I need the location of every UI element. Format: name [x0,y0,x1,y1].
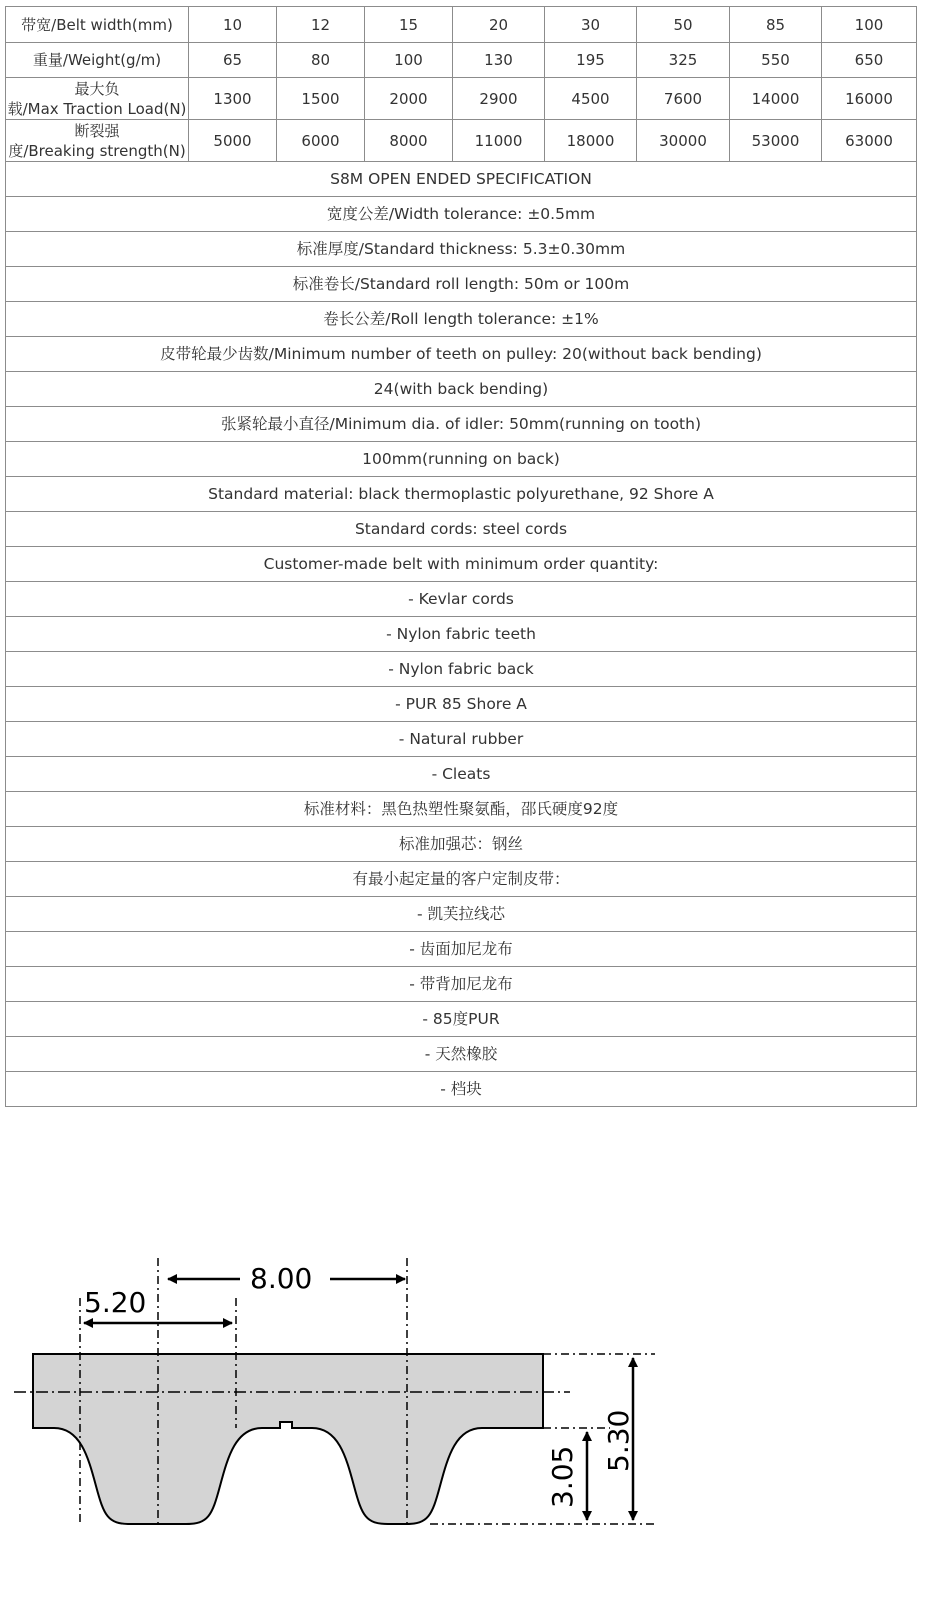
spec-line: 100mm(running on back) [6,442,917,477]
row-label-line: 载/Max Traction Load(N) [7,99,187,118]
spec-line: 宽度公差/Width tolerance: ±0.5mm [6,197,917,232]
spec-line: Standard cords: steel cords [6,512,917,547]
cell: 50 [637,7,730,43]
cell: 6000 [277,120,365,162]
cell: 15 [365,7,453,43]
cell: 20 [453,7,545,43]
cell: 10 [189,7,277,43]
cell: 14000 [730,78,822,120]
spec-line: 皮带轮最少齿数/Minimum number of teeth on pulley: 20(without back bending) [6,337,917,372]
spec-line: - Nylon fabric back [6,652,917,687]
spec-line: 张紧轮最小直径/Minimum dia. of idler: 50mm(running on tooth) [6,407,917,442]
spec-line: - Nylon fabric teeth [6,617,917,652]
cell: 16000 [822,78,917,120]
cell: 2000 [365,78,453,120]
cell: 130 [453,43,545,78]
cell: 100 [365,43,453,78]
row-label [6,120,189,162]
spec-line: 标准材料：黑色热塑性聚氨酯，邵氏硬度92度 [6,792,917,827]
cell: 7600 [637,78,730,120]
spec-line: - 带背加尼龙布 [6,967,917,1002]
row-label: 重量/Weight(g/m) [6,43,189,78]
spec-line: 标准厚度/Standard thickness: 5.3±0.30mm [6,232,917,267]
spec-line: 有最小起定量的客户定制皮带： [6,862,917,897]
cell: 1300 [189,78,277,120]
spec-table [5,6,917,1107]
cell: 2900 [453,78,545,120]
spec-line: 标准加强芯：钢丝 [6,827,917,862]
belt-outline [33,1354,543,1524]
cell: 11000 [453,120,545,162]
row-label [6,78,189,120]
cell: 80 [277,43,365,78]
cell: 18000 [545,120,637,162]
spec-line: - Kevlar cords [6,582,917,617]
tooth-height-label: 3.05 [546,1445,579,1508]
cell: 65 [189,43,277,78]
cell: 4500 [545,78,637,120]
total-height-label: 5.30 [602,1409,635,1472]
row-label-line: 最大负 [74,79,120,98]
spec-line: - 85度PUR [6,1002,917,1037]
cell: 63000 [822,120,917,162]
cell: 325 [637,43,730,78]
spec-lines [6,162,917,1107]
row-label-line: 断裂强 [74,121,120,140]
cell: 550 [730,43,822,78]
spec-line: 卷长公差/Roll length tolerance: ±1% [6,302,917,337]
spec-line: - 齿面加尼龙布 [6,932,917,967]
cell: 8000 [365,120,453,162]
cell: 85 [730,7,822,43]
cell: 195 [545,43,637,78]
cell: 53000 [730,120,822,162]
spec-line: - 天然橡胶 [6,1037,917,1072]
spec-row-max-traction [6,78,917,120]
spec-title: S8M OPEN ENDED SPECIFICATION [6,162,917,197]
belt-profile-diagram [0,1250,700,1554]
pitch-label: 8.00 [250,1262,313,1295]
cell: 12 [277,7,365,43]
spec-line: 标准卷长/Standard roll length: 50m or 100m [6,267,917,302]
spec-line: Customer-made belt with minimum order quantity: [6,547,917,582]
cell: 30 [545,7,637,43]
row-label-line: 度/Breaking strength(N) [8,141,186,160]
spec-line: - Cleats [6,757,917,792]
cell: 100 [822,7,917,43]
spec-line: Standard material: black thermoplastic polyurethane, 92 Shore A [6,477,917,512]
cell: 5000 [189,120,277,162]
spec-line: - 档块 [6,1072,917,1107]
belt-profile-svg [0,1250,700,1550]
cell: 30000 [637,120,730,162]
spec-line: 24(with back bending) [6,372,917,407]
spec-line: - 凯芙拉线芯 [6,897,917,932]
row-label: 带宽/Belt width(mm) [6,7,189,43]
cell: 1500 [277,78,365,120]
tooth-width-label: 5.20 [84,1286,147,1319]
spec-row-belt-width [6,7,917,43]
spec-line: - Natural rubber [6,722,917,757]
cell: 650 [822,43,917,78]
spec-line: - PUR 85 Shore A [6,687,917,722]
spec-row-breaking-strength [6,120,917,162]
spec-row-weight [6,43,917,78]
